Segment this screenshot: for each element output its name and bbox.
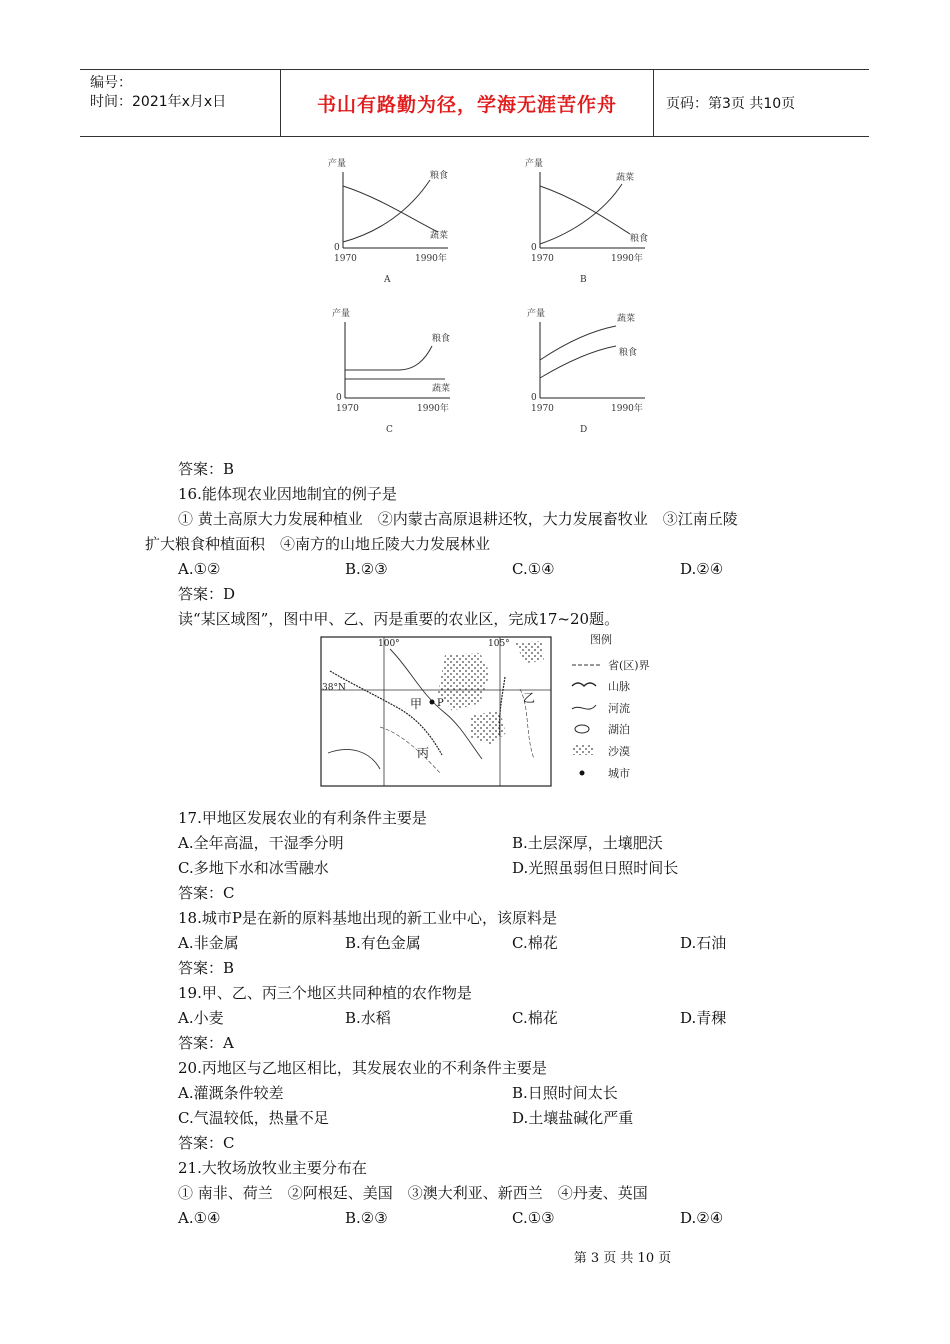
q21-question: 21.大牧场放牧业主要分布在 xyxy=(178,1159,367,1177)
map-intro: 读“某区域图”，图中甲、乙、丙是重要的农业区，完成17~20题。 xyxy=(178,610,620,628)
chart-a xyxy=(328,157,448,285)
q16-question: 16.能体现农业因地制宜的例子是 xyxy=(178,485,397,503)
q19-answer: 答案：A xyxy=(178,1034,234,1052)
q19-option-a: A.小麦 xyxy=(178,1009,224,1027)
q17-option-b: B.土层深厚，土壤肥沃 xyxy=(512,834,663,852)
label-bing: 丙 xyxy=(417,746,430,760)
chart-b-y-label: 产量 xyxy=(525,159,544,169)
chart-d-veg-line xyxy=(540,326,616,360)
chart-a-grain-line xyxy=(343,186,438,232)
label-jia: 甲 xyxy=(410,697,423,711)
label-lon-105: 105° xyxy=(488,639,510,649)
q21-option-b: B.②③ xyxy=(345,1209,388,1227)
chart-d-origin: 0 xyxy=(531,393,537,403)
q18-option-c: C.棉花 xyxy=(512,934,558,952)
river-2 xyxy=(328,750,380,769)
chart-c-veg-label: 蔬菜 xyxy=(432,384,451,394)
q21-option-c: C.①③ xyxy=(512,1209,555,1227)
chart-c-x-start: 1970 xyxy=(336,404,359,414)
legend-title: 图例 xyxy=(590,633,612,646)
legend-city-symbol xyxy=(580,771,585,776)
q16-stem-line2: 扩大粮食种植面积 ④南方的山地丘陵大力发展林业 xyxy=(145,535,491,553)
q20-option-d: D.土壤盐碱化严重 xyxy=(512,1109,634,1127)
chart-c-x-end: 1990年 xyxy=(417,404,449,414)
legend-desert: 沙漠 xyxy=(608,745,630,758)
map-legend xyxy=(572,633,650,780)
chart-b-veg-label: 蔬菜 xyxy=(616,173,635,183)
q20-option-c: C.气温较低，热量不足 xyxy=(178,1109,329,1127)
q16-answer: 答案：D xyxy=(178,585,236,603)
q20-question: 20.丙地区与乙地区相比，其发展农业的不利条件主要是 xyxy=(178,1059,547,1077)
q15-answer: 答案：B xyxy=(178,460,235,478)
chart-d-x-end: 1990年 xyxy=(611,404,643,414)
province-border xyxy=(380,727,440,773)
legend-mountain: 山脉 xyxy=(608,680,630,693)
q20-answer: 答案：C xyxy=(178,1134,235,1152)
q18-option-b: B.有色金属 xyxy=(345,934,421,952)
chart-a-veg-label: 蔬菜 xyxy=(430,231,449,241)
chart-b-x-start: 1970 xyxy=(531,254,554,264)
chart-c-label: C xyxy=(386,425,393,435)
chart-b-origin: 0 xyxy=(531,243,537,253)
q17-answer: 答案：C xyxy=(178,884,235,902)
q18-answer: 答案：B xyxy=(178,959,235,977)
chart-b-veg-line xyxy=(540,184,622,244)
q17-option-a: A.全年高温，干湿季分明 xyxy=(178,834,344,852)
legend-river: 河流 xyxy=(608,702,630,715)
q21-stem: ① 南非、荷兰 ②阿根廷、美国 ③澳大利亚、新西兰 ④丹麦、英国 xyxy=(178,1184,648,1202)
q18-option-d: D.石油 xyxy=(680,934,727,952)
q16-option-c: C.①④ xyxy=(512,560,555,578)
desert-area-3 xyxy=(515,641,544,663)
chart-d-grain-line xyxy=(540,346,616,378)
q21-option-a: A.①④ xyxy=(178,1209,221,1227)
legend-city: 城市 xyxy=(608,767,630,780)
date-label: 时间：2021年x月x日 xyxy=(90,94,227,110)
page-header xyxy=(80,69,869,137)
serial-label: 编号： xyxy=(90,75,132,91)
chart-c-grain-label: 粮食 xyxy=(432,334,451,344)
q20-option-a: A.灌溉条件较差 xyxy=(178,1084,284,1102)
q16-option-a: A.①② xyxy=(178,560,221,578)
chart-c xyxy=(332,307,450,435)
chart-d xyxy=(527,307,645,435)
region-map xyxy=(320,633,670,788)
q19-option-c: C.棉花 xyxy=(512,1009,558,1027)
chart-d-x-start: 1970 xyxy=(531,404,554,414)
q17-option-c: C.多地下水和冰雪融水 xyxy=(178,859,329,877)
q19-question: 19.甲、乙、丙三个地区共同种植的农作物是 xyxy=(178,984,472,1002)
options-charts xyxy=(320,150,660,440)
chart-d-y-label: 产量 xyxy=(527,309,546,319)
q19-option-b: B.水稻 xyxy=(345,1009,391,1027)
legend-desert-symbol xyxy=(572,745,594,755)
legend-lake-symbol xyxy=(575,725,589,733)
legend-border: 省(区)界 xyxy=(608,659,650,672)
chart-a-y-label: 产量 xyxy=(328,159,347,169)
chart-a-grain-label: 粮食 xyxy=(430,171,449,181)
map-frame xyxy=(321,637,551,786)
chart-a-x-end: 1990年 xyxy=(415,254,447,264)
chart-c-grain-line xyxy=(345,346,432,370)
q21-option-d: D.②④ xyxy=(680,1209,724,1227)
chart-c-y-label: 产量 xyxy=(332,309,351,319)
q16-option-b: B.②③ xyxy=(345,560,388,578)
q20-option-b: B.日照时间太长 xyxy=(512,1084,618,1102)
chart-d-label: D xyxy=(580,425,588,435)
mountain-range-1 xyxy=(330,671,442,755)
legend-river-symbol xyxy=(572,705,596,709)
desert-area xyxy=(438,653,490,711)
header-left-cell xyxy=(80,70,281,136)
label-lat-38n: 38°N xyxy=(322,683,346,693)
header-page-label: 页码：第3页 共10页 xyxy=(666,96,796,112)
q17-question: 17.甲地区发展农业的有利条件主要是 xyxy=(178,809,427,827)
chart-b xyxy=(525,157,648,285)
chart-d-grain-label: 粮食 xyxy=(619,348,638,358)
chart-d-veg-label: 蔬菜 xyxy=(617,314,636,324)
chart-b-x-end: 1990年 xyxy=(611,254,643,264)
desert-area-2 xyxy=(470,711,506,745)
label-yi: 乙 xyxy=(523,691,536,705)
legend-mountain-symbol xyxy=(572,683,596,686)
q17-option-d: D.光照虽弱但日照时间长 xyxy=(512,859,679,877)
label-lon-100: 100° xyxy=(378,639,400,649)
q18-option-a: A.非金属 xyxy=(178,934,239,952)
q19-option-d: D.青稞 xyxy=(680,1009,727,1027)
q16-stem-line1: ① 黄土高原大力发展种植业 ②内蒙古高原退耕还牧，大力发展畜牧业 ③江南丘陵 xyxy=(178,510,738,528)
chart-b-grain-line xyxy=(540,186,630,234)
chart-a-veg-line xyxy=(343,180,430,242)
chart-a-origin: 0 xyxy=(334,243,340,253)
chart-b-grain-label: 粮食 xyxy=(630,234,649,244)
city-p xyxy=(430,700,435,705)
header-motto: 书山有路勤为径，学海无涯苦作舟 xyxy=(281,70,654,136)
legend-lake: 湖泊 xyxy=(608,723,630,736)
chart-a-x-start: 1970 xyxy=(334,254,357,264)
page-footer: 第 3 页 共 10 页 xyxy=(573,1251,672,1266)
chart-b-label: B xyxy=(580,275,587,285)
q18-question: 18.城市P是在新的原料基地出现的新工业中心，该原料是 xyxy=(178,909,557,927)
chart-a-label: A xyxy=(384,275,391,285)
label-p: P xyxy=(437,698,444,709)
chart-c-origin: 0 xyxy=(336,393,342,403)
q16-option-d: D.②④ xyxy=(680,560,724,578)
